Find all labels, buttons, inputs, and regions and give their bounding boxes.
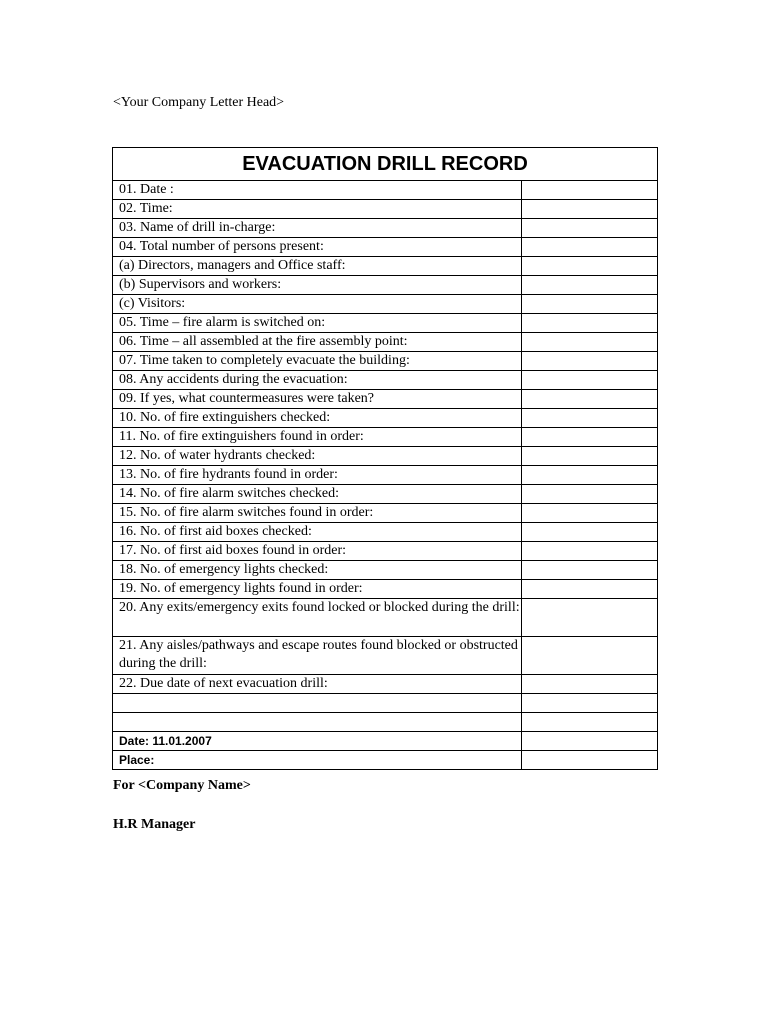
field-value-cell[interactable] — [522, 181, 658, 200]
blank-label-cell[interactable] — [113, 694, 522, 713]
field-value-cell[interactable] — [522, 580, 658, 599]
field-label: 22. Due date of next evacuation drill: — [113, 675, 522, 694]
title-row — [113, 148, 658, 181]
place-label: Place: — [113, 751, 522, 770]
field-value-cell[interactable] — [522, 599, 658, 637]
form-row — [113, 371, 658, 390]
field-value-cell[interactable] — [522, 485, 658, 504]
field-value-cell[interactable] — [522, 542, 658, 561]
form-title: EVACUATION DRILL RECORD — [113, 148, 658, 181]
form-row — [113, 637, 658, 675]
field-value-cell[interactable] — [522, 314, 658, 333]
form-row — [113, 523, 658, 542]
field-label: 03. Name of drill in-charge: — [113, 219, 522, 238]
field-label: 16. No. of first aid boxes checked: — [113, 523, 522, 542]
field-label: 20. Any exits/emergency exits found locked or blocked during the drill: — [113, 599, 522, 637]
form-row — [113, 295, 658, 314]
form-row — [113, 599, 658, 637]
field-label: 15. No. of fire alarm switches found in order: — [113, 504, 522, 523]
field-label: 01. Date : — [113, 181, 522, 200]
field-value-cell[interactable] — [522, 694, 658, 713]
field-label: 04. Total number of persons present: — [113, 238, 522, 257]
form-row — [113, 675, 658, 694]
form-row — [113, 542, 658, 561]
form-row — [113, 238, 658, 257]
letterhead-placeholder: <Your Company Letter Head> — [113, 95, 285, 110]
field-value-cell[interactable] — [522, 504, 658, 523]
signatory-role: H.R Manager — [113, 817, 196, 832]
form-row — [113, 409, 658, 428]
field-value-cell[interactable] — [522, 238, 658, 257]
field-label: 10. No. of fire extinguishers checked: — [113, 409, 522, 428]
form-row — [113, 580, 658, 599]
form-row — [113, 390, 658, 409]
field-label: 11. No. of fire extinguishers found in order: — [113, 428, 522, 447]
company-signoff: For <Company Name> — [113, 778, 251, 793]
field-value-cell[interactable] — [522, 523, 658, 542]
date-label: Date: 11.01.2007 — [113, 732, 522, 751]
field-value-cell[interactable] — [522, 352, 658, 371]
form-row — [113, 314, 658, 333]
field-label: 05. Time – fire alarm is switched on: — [113, 314, 522, 333]
field-label: (b) Supervisors and workers: — [113, 276, 522, 295]
field-label: (c) Visitors: — [113, 295, 522, 314]
place-value-cell[interactable] — [522, 751, 658, 770]
field-label: (a) Directors, managers and Office staff: — [113, 257, 522, 276]
form-row — [113, 485, 658, 504]
field-value-cell[interactable] — [522, 219, 658, 238]
form-row — [113, 276, 658, 295]
field-value-cell[interactable] — [522, 390, 658, 409]
field-value-cell[interactable] — [522, 561, 658, 580]
field-label: 07. Time taken to completely evacuate the building: — [113, 352, 522, 371]
field-label: 18. No. of emergency lights checked: — [113, 561, 522, 580]
field-value-cell[interactable] — [522, 333, 658, 352]
field-label: 21. Any aisles/pathways and escape routes found blocked or obstructed during the drill: — [113, 637, 522, 675]
field-label: 08. Any accidents during the evacuation: — [113, 371, 522, 390]
field-label: 17. No. of first aid boxes found in order: — [113, 542, 522, 561]
field-value-cell[interactable] — [522, 200, 658, 219]
form-row — [113, 200, 658, 219]
field-value-cell[interactable] — [522, 447, 658, 466]
field-label: 12. No. of water hydrants checked: — [113, 447, 522, 466]
place-row — [113, 751, 658, 770]
field-label: 09. If yes, what countermeasures were taken? — [113, 390, 522, 409]
field-value-cell[interactable] — [522, 675, 658, 694]
field-value-cell[interactable] — [522, 276, 658, 295]
form-row — [113, 466, 658, 485]
form-row — [113, 181, 658, 200]
date-row — [113, 732, 658, 751]
date-value-cell[interactable] — [522, 732, 658, 751]
field-value-cell[interactable] — [522, 637, 658, 675]
form-row — [113, 447, 658, 466]
blank-row — [113, 713, 658, 732]
blank-label-cell[interactable] — [113, 713, 522, 732]
field-value-cell[interactable] — [522, 428, 658, 447]
field-value-cell[interactable] — [522, 409, 658, 428]
blank-row — [113, 694, 658, 713]
field-label: 13. No. of fire hydrants found in order: — [113, 466, 522, 485]
field-value-cell[interactable] — [522, 257, 658, 276]
form-row — [113, 333, 658, 352]
field-label: 14. No. of fire alarm switches checked: — [113, 485, 522, 504]
field-value-cell[interactable] — [522, 466, 658, 485]
form-row — [113, 504, 658, 523]
field-value-cell[interactable] — [522, 713, 658, 732]
field-value-cell[interactable] — [522, 371, 658, 390]
field-label: 02. Time: — [113, 200, 522, 219]
field-value-cell[interactable] — [522, 295, 658, 314]
evacuation-drill-form — [112, 147, 658, 770]
form-row — [113, 219, 658, 238]
form-row — [113, 352, 658, 371]
form-row — [113, 561, 658, 580]
form-row — [113, 428, 658, 447]
form-row — [113, 257, 658, 276]
field-label: 06. Time – all assembled at the fire assembly point: — [113, 333, 522, 352]
field-label: 19. No. of emergency lights found in order: — [113, 580, 522, 599]
